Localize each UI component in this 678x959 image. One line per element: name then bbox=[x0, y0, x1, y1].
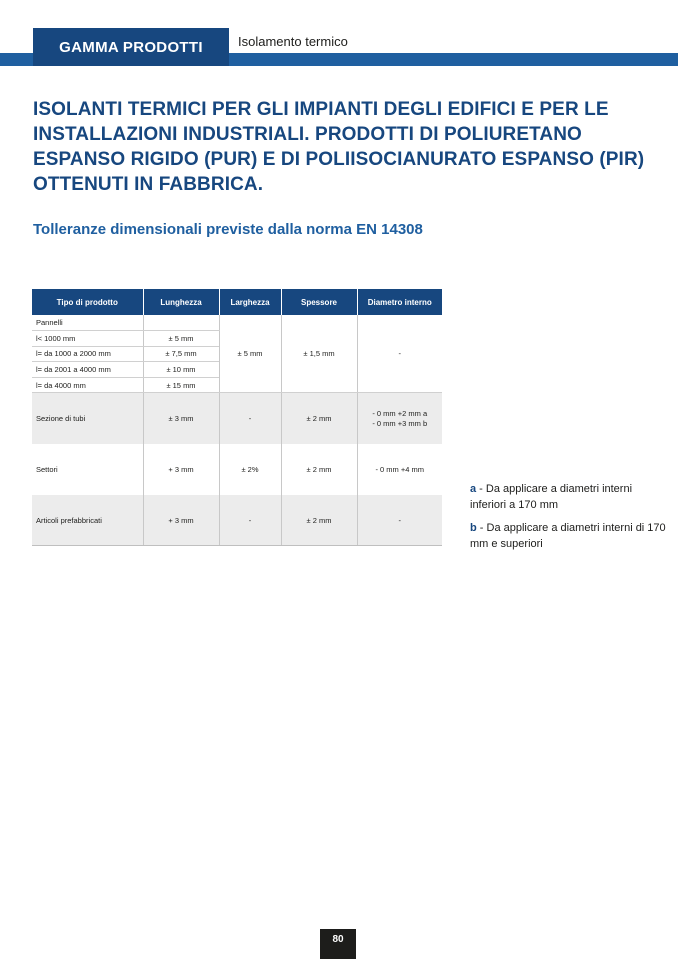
cell-type: Articoli prefabbricati bbox=[32, 495, 143, 546]
cell-type: l= da 1000 a 2000 mm bbox=[32, 346, 143, 362]
footnote-key: b bbox=[470, 522, 477, 534]
footnote-a bbox=[470, 481, 670, 513]
cell-width: - bbox=[219, 393, 281, 444]
cell-type: Pannelli bbox=[32, 315, 143, 331]
page-title: ISOLANTI TERMICI PER GLI IMPIANTI DEGLI EDIFICI E PER LE INSTALLAZIONI INDUSTRIALI. PRODOTTI DI POLIURETANO ESPANSO RIGIDO (PUR) E DI POLIISOCIANURATO ESPANSO (PIR) OTTENUTI IN FABBRICA. bbox=[33, 99, 645, 195]
cell-diameter: - bbox=[357, 495, 442, 546]
cell-type: l= da 4000 mm bbox=[32, 377, 143, 393]
section-tab: GAMMA PRODOTTI bbox=[33, 28, 229, 66]
cell-type: l< 1000 mm bbox=[32, 331, 143, 347]
footnote-b bbox=[470, 520, 670, 552]
col-header-width: Larghezza bbox=[219, 289, 281, 315]
cell-type: Sezione di tubi bbox=[32, 393, 143, 444]
table-header-row bbox=[32, 289, 442, 315]
cell-width: ± 2% bbox=[219, 444, 281, 495]
cell-length: ± 15 mm bbox=[143, 377, 219, 393]
cell-length: ± 3 mm bbox=[143, 393, 219, 444]
diameter-line-b: - 0 mm +3 mm b bbox=[372, 418, 428, 428]
cell-length: + 3 mm bbox=[143, 444, 219, 495]
col-header-length: Lunghezza bbox=[143, 289, 219, 315]
cell-diameter: - 0 mm +4 mm bbox=[357, 444, 442, 495]
cell-width: - bbox=[219, 495, 281, 546]
cell-diameter: - bbox=[357, 315, 442, 393]
cell-type: Settori bbox=[32, 444, 143, 495]
table-row bbox=[32, 315, 442, 331]
table-heading: Tolleranze dimensionali previste dalla norma EN 14308 bbox=[33, 221, 423, 238]
col-header-diameter: Diametro interno bbox=[357, 289, 442, 315]
cell-length: ± 7,5 mm bbox=[143, 346, 219, 362]
footnotes bbox=[470, 481, 670, 559]
footnote-key: a bbox=[470, 483, 477, 495]
table-row bbox=[32, 393, 442, 444]
tolerance-table bbox=[32, 289, 442, 546]
table-row bbox=[32, 495, 442, 546]
table-row bbox=[32, 444, 442, 495]
page-number: 80 bbox=[320, 929, 356, 959]
footnote-text: - Da applicare a diametri interni inferiori a 170 mm bbox=[470, 483, 633, 511]
cell-length: ± 10 mm bbox=[143, 362, 219, 378]
col-header-thickness: Spessore bbox=[281, 289, 357, 315]
col-header-type: Tipo di prodotto bbox=[32, 289, 143, 315]
cell-length: + 3 mm bbox=[143, 495, 219, 546]
cell-thickness: ± 2 mm bbox=[281, 444, 357, 495]
section-subtitle: Isolamento termico bbox=[238, 34, 348, 49]
cell-diameter bbox=[357, 393, 442, 444]
cell-thickness: ± 2 mm bbox=[281, 393, 357, 444]
cell-thickness: ± 1,5 mm bbox=[281, 315, 357, 393]
cell-length bbox=[143, 315, 219, 331]
cell-thickness: ± 2 mm bbox=[281, 495, 357, 546]
footnote-text: - Da applicare a diametri interni di 170 mm e superiori bbox=[470, 522, 666, 550]
cell-width: ± 5 mm bbox=[219, 315, 281, 393]
diameter-line-a: - 0 mm +2 mm a bbox=[372, 408, 428, 418]
cell-type: l= da 2001 a 4000 mm bbox=[32, 362, 143, 378]
cell-length: ± 5 mm bbox=[143, 331, 219, 347]
